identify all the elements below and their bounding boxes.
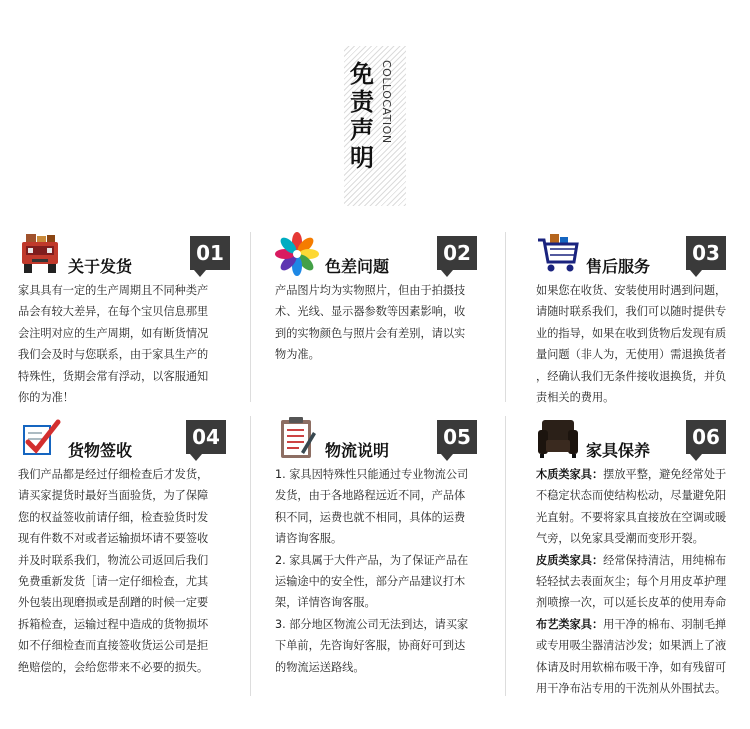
- section-furniture-care: [536, 416, 741, 706]
- care-line: 皮质类家具：经常保持清洁，用纯棉布: [536, 553, 727, 567]
- section-receipt: [18, 416, 240, 686]
- section-body: [536, 464, 746, 699]
- page-title: 免 责 声 明: [350, 60, 374, 172]
- care-line: 气旁，以免家具受潮而变形开裂。: [536, 532, 704, 546]
- section-body: 我们产品都是经过仔细检查后才发货， 请买家提货时最好当面验货，为了保障 您的权益签收前请仔细，检查验货时发 现有件数不对或者运输损坏请不要签收 并及时联系我们，物流公司返回后我们 免费重新发货［请一定仔细检查，尤其 外包装出现磨损或是刮蹭的时候一定要 拆箱检查，运输过程中造成的货物损坏 如不仔细检查而直接签收货运公司是拒 绝赔偿的，会给您带来不必要的损失。: [18, 468, 209, 674]
- care-line: 用干净布沾专用的干洗剂从外围拭去。: [536, 682, 727, 696]
- section-after-sales: [536, 232, 736, 412]
- shopping-cart-icon: [536, 232, 580, 276]
- section-number-badge: 01: [190, 236, 230, 270]
- care-line: 轻轻拭去表面灰尘；每个月用皮革护理: [536, 575, 727, 589]
- section-body: 1. 家具因特殊性只能通过专业物流公司 发货，由于各地路程远近不同，产品体 积不同，运费也就不相同，具体的运费 请咨询客服。 2. 家具属于大件产品，为了保证产品在 运输途中的安全性，部分产品建议打木 架，详情咨询客服。 3. 部分地区物流公司无法到达，请买家 下单前，先咨询好客服，协商好可到达 的物流运送路线。: [275, 468, 469, 674]
- clipboard-icon: [275, 416, 319, 460]
- section-title: 色差问题: [325, 257, 390, 276]
- section-body: 产品图片均为实物照片，但由于拍摄技 术、光线、显示器参数等因素影响，收 到的实物颜色与照片会有差别，请以实 物为准。: [275, 284, 466, 362]
- section-number-badge: 05: [437, 420, 477, 454]
- care-line: 光直射。不要将家具直接放在空调或暖: [536, 510, 727, 524]
- care-line: 或专用吸尘器清洁沙发；如果洒上了液: [536, 639, 727, 653]
- care-line: 体请及时用软棉布吸干净，如有残留可: [536, 660, 727, 674]
- section-body: 家具具有一定的生产周期且不同种类产 品会有较大差异，在每个宝贝信息那里 会注明对应的生产周期，如有断货情况 我们会及时与您联系，由于家具生产的 特殊性，货期会常有浮动，以客服通知 你的为准！: [18, 284, 209, 405]
- column-divider: [250, 416, 251, 696]
- section-number-badge: 06: [686, 420, 726, 454]
- section-title: 货物签收: [68, 441, 133, 460]
- section-title: 售后服务: [586, 257, 651, 276]
- column-divider: [505, 232, 506, 402]
- section-title: 关于发货: [68, 257, 133, 276]
- column-divider: [250, 232, 251, 402]
- section-title: 物流说明: [325, 441, 390, 460]
- section-shipping: [18, 232, 240, 412]
- section-body: 如果您在收货、安装使用时遇到问题， 请随时联系我们，我们可以随时提供专 业的指导，如果在收到货物后发现有质 量问题（非人为，无使用）需退换货者 ，经确认我们无条件接收退换货，并负 责相关的费用。: [536, 284, 727, 405]
- care-line: 木质类家具：摆放平整，避免经常处于: [536, 468, 727, 481]
- checkmark-icon: [18, 416, 62, 460]
- care-line: 剂喷擦一次，可以延长皮革的使用寿命: [536, 596, 727, 610]
- section-number-badge: 04: [186, 420, 226, 454]
- disclaimer-header: [344, 46, 406, 206]
- truck-icon: [18, 232, 62, 276]
- page-subtitle: COLLOCATION: [380, 60, 393, 144]
- section-number-badge: 02: [437, 236, 477, 270]
- section-color-difference: [275, 232, 497, 412]
- column-divider: [505, 416, 506, 696]
- section-logistics: [275, 416, 497, 686]
- care-line: 不稳定状态而使结构松动，尽量避免阳: [536, 489, 727, 503]
- armchair-icon: [536, 416, 580, 460]
- care-line: 布艺类家具：用干净的棉布、羽制毛掸: [536, 617, 727, 631]
- color-palette-icon: [275, 232, 319, 276]
- section-number-badge: 03: [686, 236, 726, 270]
- section-title: 家具保养: [586, 441, 651, 460]
